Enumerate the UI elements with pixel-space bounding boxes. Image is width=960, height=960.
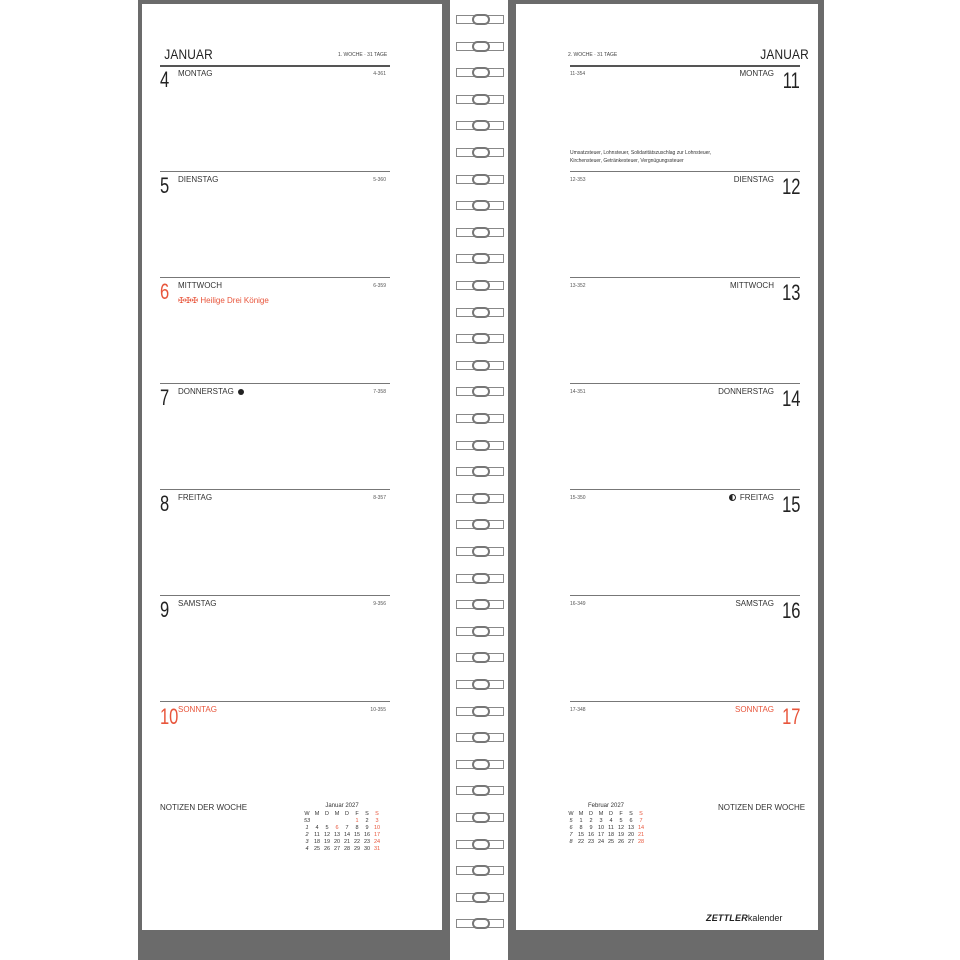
mini-calendar-title: Januar 2027	[325, 803, 359, 809]
day-name-text: DONNERSTAG	[178, 387, 234, 396]
day-name	[735, 599, 774, 608]
day-name-text: DIENSTAG	[733, 175, 774, 184]
mini-calendar-day: 2	[365, 818, 369, 824]
mini-calendar-day	[322, 818, 332, 825]
day-name	[178, 493, 212, 502]
mini-calendar-day: 8	[355, 825, 359, 831]
binding-wire	[472, 147, 490, 158]
binding-coil	[456, 14, 504, 26]
binding-coil	[456, 892, 504, 904]
mini-calendar-day: 27	[333, 846, 341, 852]
day-name	[178, 175, 218, 184]
mini-calendar-day: 3	[599, 818, 603, 824]
half-moon-icon	[729, 494, 736, 501]
binding-wire	[472, 14, 490, 25]
mini-calendar-day: 19	[617, 832, 625, 838]
mini-calendar-day: 5	[619, 818, 623, 824]
day-divider	[570, 171, 800, 172]
day-name-text: MITTWOCH	[178, 281, 222, 290]
binding-coil	[456, 679, 504, 691]
mini-calendar-day: 5	[325, 825, 329, 831]
binding-coil	[456, 94, 504, 106]
binding-coil	[456, 918, 504, 930]
day-name	[178, 69, 213, 78]
mini-calendar-day: 13	[333, 832, 341, 838]
binding-coil	[456, 227, 504, 239]
binding-coil	[456, 573, 504, 585]
mini-calendar-day: 2	[589, 818, 593, 824]
day-of-year: 9-356	[373, 601, 386, 607]
mini-calendar-title: Februar 2027	[587, 803, 625, 809]
mini-calendar-week: 53	[303, 818, 311, 824]
mini-calendar-day: 23	[363, 839, 371, 845]
binding-coil	[456, 333, 504, 345]
mini-calendar-header: F	[355, 811, 359, 817]
day-name-text: MONTAG	[178, 69, 213, 78]
day-of-year: 14-351	[570, 389, 586, 395]
mini-calendar-day: 31	[373, 846, 381, 852]
mini-calendar-header: S	[629, 811, 633, 817]
mini-calendar-day: 15	[577, 832, 585, 838]
binding-wire	[472, 652, 490, 663]
day-of-year: 10-355	[370, 707, 386, 713]
mini-calendar-day: 10	[373, 825, 381, 831]
binding-coil	[456, 386, 504, 398]
mini-calendar-day: 22	[577, 839, 585, 845]
binding-wire	[472, 759, 490, 770]
mini-calendar-day: 25	[313, 846, 321, 852]
mini-calendar-header: D	[325, 811, 329, 817]
day-of-year: 7-358	[373, 389, 386, 395]
binding-coil	[456, 812, 504, 824]
day-of-year: 15-350	[570, 495, 586, 501]
mini-calendar-day: 4	[315, 825, 319, 831]
brand-bold: ZETTLER	[706, 913, 748, 923]
day-of-year: 4-361	[373, 71, 386, 77]
binding-wire	[472, 280, 490, 291]
binding-coil	[456, 785, 504, 797]
binding-wire	[472, 679, 490, 690]
mini-calendar-day: 28	[343, 846, 351, 852]
binding-coil	[456, 759, 504, 771]
binding-wire	[472, 732, 490, 743]
mini-calendar-day: 13	[627, 825, 635, 831]
mini-calendar-day: 21	[343, 839, 351, 845]
spiral-binding	[448, 0, 512, 960]
binding-coil	[456, 174, 504, 186]
binding-coil	[456, 41, 504, 53]
day-name	[178, 705, 217, 714]
binding-wire	[472, 440, 490, 451]
binding-coil	[456, 67, 504, 79]
day-divider	[160, 595, 390, 596]
day-name-text: FREITAG	[739, 493, 774, 502]
day-name	[178, 281, 222, 290]
day-name-text: SONNTAG	[178, 705, 217, 714]
day-number: 13	[781, 280, 800, 305]
mini-calendar-day: 16	[587, 832, 595, 838]
binding-wire	[472, 333, 490, 344]
mini-calendar-week: 7	[569, 832, 573, 838]
binding-wire	[472, 599, 490, 610]
mini-calendar-week: 5	[569, 818, 573, 824]
day-number: 8	[160, 491, 170, 516]
mini-calendar-header: W	[568, 811, 574, 817]
day-of-year: 17-348	[570, 707, 586, 713]
day-of-year: 16-349	[570, 601, 586, 607]
day-divider	[160, 383, 390, 384]
mini-calendar-day: 30	[363, 846, 371, 852]
binding-coil	[456, 493, 504, 505]
day-number: 7	[160, 385, 170, 410]
mini-calendar-week: 6	[569, 825, 573, 831]
day-name-text: MITTWOCH	[730, 281, 774, 290]
binding-wire	[472, 360, 490, 371]
mini-calendar-header: W	[304, 811, 310, 817]
day-divider	[160, 171, 390, 172]
holiday-label: ✠✠✠ Heilige Drei Könige	[178, 296, 269, 305]
binding-wire	[472, 706, 490, 717]
day-5	[160, 171, 390, 277]
binding-coil	[456, 865, 504, 877]
binding-wire	[472, 546, 490, 557]
mini-calendar-day: 20	[333, 839, 341, 845]
new-moon-icon	[238, 389, 244, 395]
mini-calendar-february	[566, 803, 646, 846]
day-17	[570, 701, 800, 807]
binding-wire	[472, 67, 490, 78]
day-note: Umsatzsteuer, Lohnsteuer, Solidaritätszuschlag zur Lohnsteuer, Kirchensteuer, Getränkesteuer, Vergnügungssteuer	[570, 150, 712, 164]
mini-calendar-day: 24	[597, 839, 605, 845]
day-name	[730, 281, 774, 290]
mini-calendar-header: S	[639, 811, 643, 817]
mini-calendar-day: 23	[587, 839, 595, 845]
mini-calendar-day	[342, 818, 352, 825]
mini-calendar-day: 4	[609, 818, 613, 824]
mini-calendar-day: 14	[343, 832, 351, 838]
day-of-year: 8-357	[373, 495, 386, 501]
day-number: 16	[781, 598, 800, 623]
month-title-right: JANUAR	[760, 46, 809, 62]
binding-wire	[472, 227, 490, 238]
brand-logo	[706, 913, 782, 923]
binding-wire	[472, 812, 490, 823]
binding-wire	[472, 413, 490, 424]
day-name-text: DIENSTAG	[178, 175, 219, 184]
mini-calendar-day	[312, 818, 322, 825]
mini-calendar-day: 21	[637, 832, 645, 838]
mini-calendar-day: 18	[607, 832, 615, 838]
binding-wire	[472, 493, 490, 504]
binding-coil	[456, 200, 504, 212]
mini-calendar-day: 7	[345, 825, 349, 831]
mini-calendar-day: 11	[314, 832, 320, 838]
day-number: 15	[781, 492, 800, 517]
binding-wire	[472, 386, 490, 397]
day-9	[160, 595, 390, 701]
binding-coil	[456, 839, 504, 851]
day-14	[570, 383, 800, 489]
mini-calendar-day: 24	[373, 839, 381, 845]
day-of-year: 11-354	[570, 71, 586, 77]
binding-coil	[456, 599, 504, 611]
mini-calendar-day: 14	[637, 825, 645, 831]
mini-calendar-day: 11	[608, 825, 614, 831]
mini-calendar-day: 29	[353, 846, 361, 852]
mini-calendar-day: 26	[617, 839, 625, 845]
binding-wire	[472, 626, 490, 637]
day-of-year: 5-360	[373, 177, 386, 183]
mini-calendar-day: 15	[353, 832, 361, 838]
day-name-text: FREITAG	[178, 493, 213, 502]
binding-coil	[456, 147, 504, 159]
day-15	[570, 489, 800, 595]
week-info-right: 2. WOCHE · 31 TAGE	[568, 52, 618, 58]
mini-calendar-week: 2	[305, 832, 309, 838]
mini-calendar-day: 1	[579, 818, 583, 824]
day-divider	[160, 489, 390, 490]
mini-calendar-header: S	[375, 811, 379, 817]
binding-coil	[456, 360, 504, 372]
mini-calendar-day: 12	[617, 825, 625, 831]
right-page	[516, 4, 818, 930]
mini-calendar-header: M	[334, 811, 340, 817]
mini-calendar-header: S	[365, 811, 369, 817]
binding-coil	[456, 626, 504, 638]
binding-wire	[472, 41, 490, 52]
day-name	[718, 387, 774, 396]
binding-wire	[472, 918, 490, 929]
binding-wire	[472, 519, 490, 530]
day-divider	[570, 383, 800, 384]
mini-calendar-day: 9	[589, 825, 593, 831]
mini-calendar-day: 12	[323, 832, 331, 838]
mini-calendar-day: 17	[373, 832, 381, 838]
day-16	[570, 595, 800, 701]
binding-wire	[472, 573, 490, 584]
day-number: 6	[160, 279, 170, 304]
mini-calendar-week: 8	[569, 839, 573, 845]
day-divider	[160, 701, 390, 702]
day-number: 10	[160, 704, 179, 729]
day-divider	[570, 595, 800, 596]
mini-calendar-day	[332, 818, 342, 825]
brand-rest: kalender	[747, 913, 783, 923]
mini-calendar-day: 6	[335, 825, 339, 831]
mini-calendar-header: M	[314, 811, 320, 817]
mini-calendar-week: 4	[305, 846, 309, 852]
mini-calendar-day: 27	[627, 839, 635, 845]
binding-coil	[456, 307, 504, 319]
binding-wire	[472, 94, 490, 105]
day-11	[570, 65, 800, 171]
mini-calendar-day: 28	[637, 839, 645, 845]
mini-calendar-header: D	[345, 811, 349, 817]
day-4	[160, 65, 390, 171]
mini-calendar-day: 17	[597, 832, 605, 838]
day-divider	[570, 277, 800, 278]
binding-wire	[472, 892, 490, 903]
notes-title-left: NOTIZEN DER WOCHE	[160, 803, 248, 812]
binding-wire	[472, 174, 490, 185]
binding-coil	[456, 253, 504, 265]
day-of-year: 12-353	[570, 177, 586, 183]
binding-coil	[456, 732, 504, 744]
day-8	[160, 489, 390, 595]
mini-calendar-day: 1	[355, 818, 359, 824]
binding-coil	[456, 280, 504, 292]
day-6	[160, 277, 390, 383]
notes-title-right: NOTIZEN DER WOCHE	[718, 803, 806, 812]
mini-calendar-header: D	[589, 811, 593, 817]
binding-wire	[472, 307, 490, 318]
mini-calendar-day: 25	[607, 839, 615, 845]
day-name-text: DONNERSTAG	[718, 387, 774, 396]
binding-coil	[456, 652, 504, 664]
left-page	[142, 4, 442, 930]
binding-wire	[472, 200, 490, 211]
month-title-left: JANUAR	[164, 46, 213, 62]
mini-calendar-day: 6	[629, 818, 633, 824]
binding-coil	[456, 706, 504, 718]
day-name-text: SAMSTAG	[178, 599, 217, 608]
day-number: 17	[781, 704, 800, 729]
mini-calendar-day: 16	[363, 832, 371, 838]
day-of-year: 13-352	[570, 283, 586, 289]
day-name-text: MONTAG	[739, 69, 774, 78]
day-number: 9	[160, 597, 170, 622]
mini-calendar-day: 10	[597, 825, 605, 831]
day-divider	[570, 701, 800, 702]
day-divider	[160, 277, 390, 278]
mini-calendar-week: 1	[305, 825, 309, 831]
mini-calendar-day: 22	[353, 839, 361, 845]
day-of-year: 6-359	[373, 283, 386, 289]
day-number: 11	[782, 68, 800, 93]
binding-coil	[456, 120, 504, 132]
day-name	[735, 705, 774, 714]
mini-calendar-day: 7	[639, 818, 643, 824]
day-name	[178, 599, 217, 608]
mini-calendar-day: 9	[365, 825, 369, 831]
binding-coil	[456, 519, 504, 531]
day-name	[739, 69, 774, 78]
day-12	[570, 171, 800, 277]
day-name-text: SONNTAG	[735, 705, 774, 714]
mini-calendar-header: F	[619, 811, 623, 817]
binding-wire	[472, 253, 490, 264]
binding-wire	[472, 865, 490, 876]
day-13	[570, 277, 800, 383]
mini-calendar-day: 20	[627, 832, 635, 838]
binding-coil	[456, 413, 504, 425]
day-number: 5	[160, 173, 170, 198]
day-number: 12	[781, 174, 800, 199]
binding-coil	[456, 546, 504, 558]
mini-calendar-header: D	[609, 811, 613, 817]
day-name-text: SAMSTAG	[735, 599, 774, 608]
binding-wire	[472, 466, 490, 477]
day-10	[160, 701, 390, 807]
mini-calendar-day: 19	[323, 839, 331, 845]
binding-coil	[456, 466, 504, 478]
binding-wire	[472, 785, 490, 796]
day-name	[729, 493, 774, 502]
day-name	[734, 175, 774, 184]
mini-calendar-week: 3	[305, 839, 309, 845]
mini-calendar-day: 18	[313, 839, 321, 845]
binding-wire	[472, 120, 490, 131]
mini-calendar-header: M	[598, 811, 604, 817]
mini-calendar-january	[302, 803, 382, 853]
mini-calendar-header: M	[578, 811, 584, 817]
binding-coil	[456, 440, 504, 452]
mini-calendar-day: 3	[375, 818, 379, 824]
day-name	[178, 387, 244, 396]
binding-wire	[472, 839, 490, 850]
day-number: 14	[781, 386, 800, 411]
mini-calendar-day: 26	[323, 846, 331, 852]
week-info-left: 1. WOCHE · 31 TAGE	[338, 52, 388, 58]
day-divider	[570, 489, 800, 490]
day-number: 4	[160, 67, 170, 92]
day-7	[160, 383, 390, 489]
mini-calendar-day: 8	[579, 825, 583, 831]
